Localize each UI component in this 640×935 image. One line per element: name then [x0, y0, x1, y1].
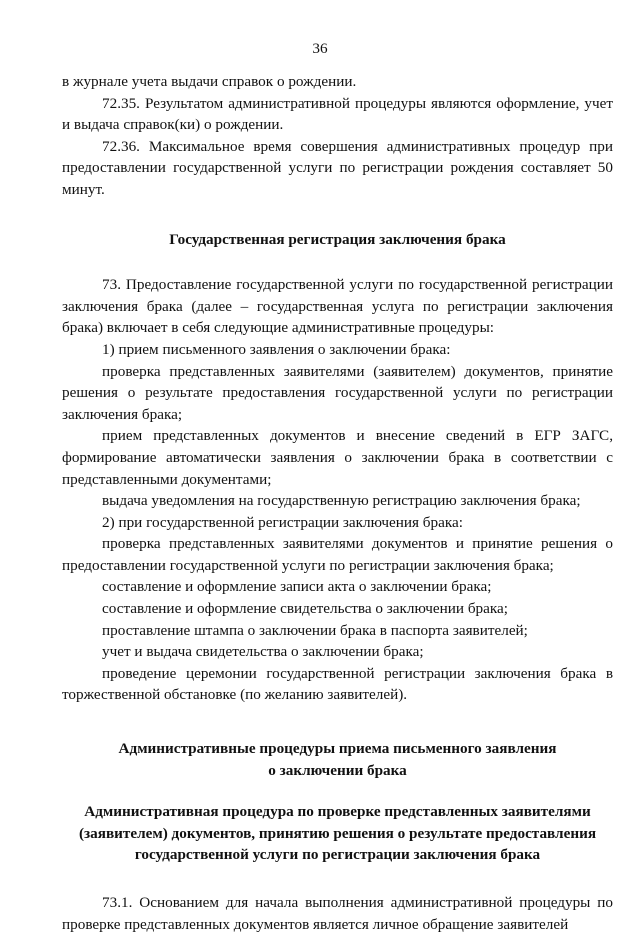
list-item: 2) при государственной регистрации заключения брака:: [102, 513, 463, 531]
heading-line: о заключении брака: [268, 761, 407, 779]
list-item: прием представленных документов и внесение сведений в ЕГР ЗАГС, формирование автоматически заявления о заключении брака в соответствии с представленными документами;: [62, 427, 613, 488]
page-number: 36: [312, 40, 328, 57]
list-item: 1) прием письменного заявления о заключении брака:: [102, 340, 451, 358]
list-item: составление и оформление записи акта о заключении брака;: [102, 578, 492, 596]
list-item: выдача уведомления на государственную регистрацию заключения брака;: [102, 492, 581, 510]
section-heading-document-verification: [62, 801, 613, 866]
paragraph-73-1: 73.1. Основанием для начала выполнения административной процедуры по проверке представленных документов является личное обращение заявителей: [62, 894, 613, 933]
paragraph-72-36: 72.36. Максимальное время совершения административных процедур при предоставлении государственной услуги по регистрации рождения составляет 50 минут.: [62, 137, 613, 198]
document-body: [62, 71, 613, 935]
list-item: составление и оформление свидетельства о заключении брака;: [102, 600, 509, 618]
list-item: проставление штампа о заключении брака в паспорта заявителей;: [102, 621, 528, 639]
list-item: проведение церемонии государственной регистрации заключения брака в торжественной обстановке (по желанию заявителей).: [62, 664, 613, 704]
heading-line: Административная процедура по проверке представленных заявителями: [84, 803, 591, 821]
heading-line: государственной услуги по регистрации заключения брака: [134, 846, 541, 864]
paragraph-73: 73. Предоставление государственной услуги по государственной регистрации заключения брака (далее – государственная услуга по регистрации заключения брака) включает в себя следующие административные процедуры:: [62, 276, 613, 337]
list-item: проверка представленных заявителями документов и принятие решения о предоставлении государственной услуги по регистрации заключения брака;: [62, 535, 613, 574]
section-heading-marriage-registration: Государственная регистрация заключения брака: [169, 230, 506, 248]
list-item: проверка представленных заявителями (заявителем) документов, принятие решения о результате предоставления государственной услуги по регистрации заключения брака;: [62, 362, 613, 423]
paragraph-continuation: в журнале учета выдачи справок о рождении.: [62, 73, 357, 90]
list-item: учет и выдача свидетельства о заключении брака;: [102, 643, 424, 661]
heading-line: (заявителем) документов, принятию решения о результате предоставления: [78, 824, 597, 842]
heading-line: Административные процедуры приема письменного заявления: [118, 740, 557, 758]
section-heading-application-procedures: [62, 738, 613, 781]
paragraph-72-35: 72.35. Результатом административной процедуры являются оформление, учет и выдача справок(ки) о рождении.: [62, 94, 613, 134]
